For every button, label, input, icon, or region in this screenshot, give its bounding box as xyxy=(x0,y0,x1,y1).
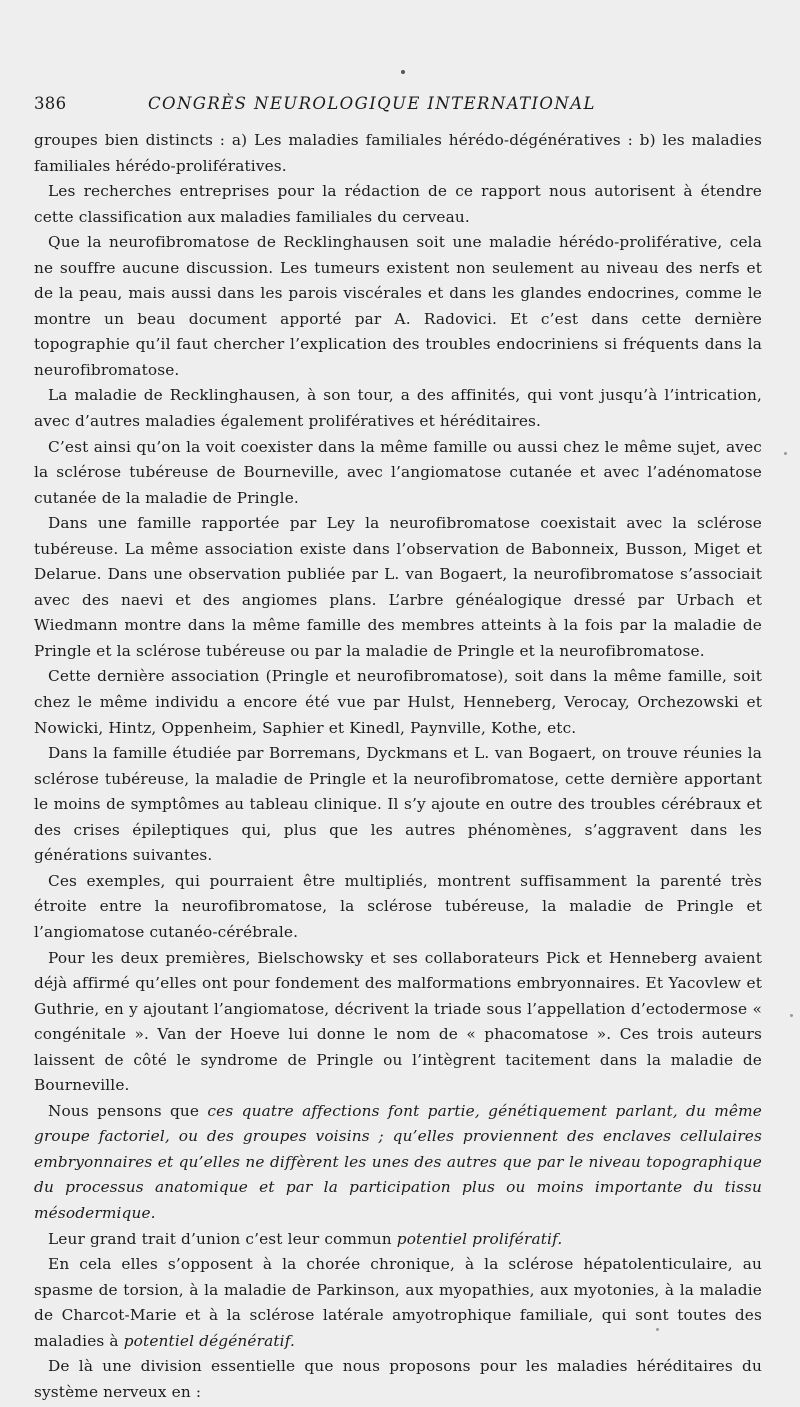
paragraph-5: C’est ainsi qu’on la voit coexister dans la même famille ou aussi chez le même sujet, avec la sclérose tubéreuse de Bourneville, avec l’angiomatose cutanée et avec l’adénomatose cutanée de la maladie de Pringle. xyxy=(34,437,762,507)
paragraph-13-lead: En cela elles s’opposent à la chorée chronique, à la sclérose hépatolenticulaire, au spasme de torsion, à la maladie de Parkinson, aux myopathies, aux myotonies, à la maladie de Charcot-Marie et à la sclérose latérale amyotrophique familiale, qui sont toutes des maladies à xyxy=(34,1255,762,1350)
paragraph-11-emphasis: ces quatre affections font partie, génétiquement parlant, du même groupe factoriel, ou des groupes voisins ; qu’elles proviennent des enclaves cellulaires embryonnaires et qu’elles ne diffèrent les unes des autres que par le niveau topographique du processus anatomique et par la participation plus ou moins importante du tissu mésodermique. xyxy=(34,1101,762,1222)
paragraph-13 xyxy=(34,1252,762,1354)
page-number: 386 xyxy=(34,94,67,113)
paragraph-10: Pour les deux premières, Bielschowsky et ses collaborateurs Pick et Henneberg avaient déjà affirmé qu’elles ont pour fondement des malformations embryonnaires. Et Yacovlew et Guthrie, en y ajoutant l’angiomatose, décrivent la triade sous l’appellation d’ectodermose « congénitale ». Van der Hoeve lui donne le nom de « phacomatose ». Ces trois auteurs laissent de côté le syndrome de Pringle ou l’intègrent tacitement dans la maladie de Bourneville. xyxy=(34,948,762,1095)
paragraph-8: Dans la famille étudiée par Borremans, Dyckmans et L. van Bogaert, on trouve réunies la sclérose tubéreuse, la maladie de Pringle et la neurofibromatose, cette dernière apportant le moins de symptômes au tableau clinique. Il s’y ajoute en outre des troubles cérébraux et des crises épileptiques qui, plus que les autres phénomènes, s’aggravent dans les générations suivantes. xyxy=(34,744,762,865)
paragraph-11-lead: Nous pensons que xyxy=(48,1101,208,1120)
paragraph-3: Que la neurofibromatose de Recklinghausen soit une maladie hérédo-proliférative, cela ne souffre aucune discussion. Les tumeurs existent non seulement au niveau des nerfs et de la peau, mais aussi dans les parois viscérales et dans les glandes endocrines, comme le montre un beau document apporté par A. Radovici. Et c’est dans cette dernière topographie qu’il faut chercher l’explication des troubles endocriniens si fréquents dans la neurofibromatose. xyxy=(34,233,762,379)
paragraph-12 xyxy=(34,1227,762,1253)
running-title: CONGRÈS NEUROLOGIQUE INTERNATIONAL xyxy=(148,94,596,113)
paragraph-2: Les recherches entreprises pour la rédaction de ce rapport nous autorisent à étendre cette classification aux maladies familiales du cerveau. xyxy=(34,182,762,226)
print-speck xyxy=(656,1328,659,1331)
paragraph-1: groupes bien distincts : a) Les maladies familiales hérédo-dégénératives : b) les maladies familiales hérédo-prolifératives. xyxy=(34,131,762,175)
print-speck xyxy=(401,70,405,74)
paragraph-13-emphasis: potentiel dégénératif. xyxy=(123,1331,295,1350)
paragraph-12-lead: Leur grand trait d’union c’est leur commun xyxy=(48,1229,397,1248)
paragraph-4: La maladie de Recklinghausen, à son tour, a des affinités, qui vont jusqu’à l’intrication, avec d’autres maladies également prolifératives et héréditaires. xyxy=(34,386,762,431)
paragraph-12-emphasis: potentiel prolifératif. xyxy=(396,1229,563,1248)
print-speck xyxy=(784,452,787,455)
paragraph-7: Cette dernière association (Pringle et neurofibromatose), soit dans la même famille, soit chez le même individu a encore été vue par Hulst, Henneberg, Verocay, Orchezowski et Nowicki, Hintz, Oppenheim, Saphier et Kinedl, Paynville, Kothe, etc. xyxy=(34,667,762,737)
paragraph-11 xyxy=(34,1099,762,1227)
page-header xyxy=(34,94,774,118)
paragraph-6: Dans une famille rapportée par Ley la neurofibromatose coexistait avec la sclérose tubéreuse. La même association existe dans l’observation de Babonneix, Busson, Miget et Delarue. Dans une observation publiée par L. van Bogaert, la neurofibromatose s’associait avec des naevi et des angiomes plans. L’arbre généalogique dressé par Urbach et Wiedmann montre dans la même famille des membres atteints à la fois par la maladie de Pringle et la sclérose tubéreuse ou par la maladie de Pringle et la neurofibromatose. xyxy=(34,514,762,660)
print-speck xyxy=(790,1014,793,1017)
paragraph-14: De là une division essentielle que nous proposons pour les maladies héréditaires du système nerveux en : xyxy=(34,1357,762,1401)
paragraph-9: Ces exemples, qui pourraient être multipliés, montrent suffisamment la parenté très étroite entre la neurofibromatose, la sclérose tubéreuse, la maladie de Pringle et l’angiomatose cutanéo-cérébrale. xyxy=(34,871,762,941)
body-text xyxy=(34,128,762,1405)
